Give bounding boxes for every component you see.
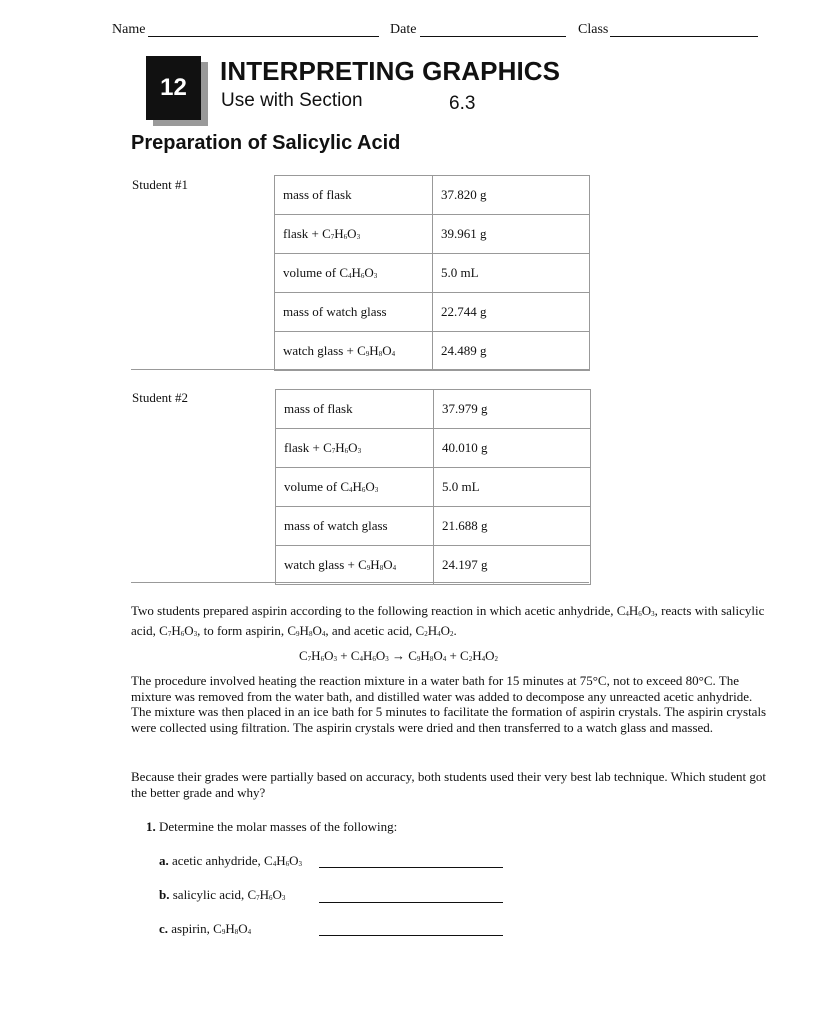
worksheet-subtitle: Use with Section (221, 90, 363, 111)
text-run: H (370, 557, 380, 572)
subscript: 2 (450, 629, 454, 638)
measurement-value: 24.489 g (433, 332, 590, 371)
chapter-badge (146, 56, 201, 120)
subscript: 6 (361, 486, 366, 494)
subscript: 3 (374, 486, 379, 494)
measurement-label (275, 215, 433, 254)
subscript: 4 (625, 610, 629, 618)
text-run: H (259, 887, 270, 902)
text-run: O (375, 648, 386, 663)
text-run: watch glass + C (283, 343, 366, 358)
measurement-label (276, 468, 434, 507)
subscript: 4 (392, 564, 397, 572)
subscript: 3 (193, 629, 198, 638)
subscript: 2 (494, 655, 498, 663)
text-run: H (427, 622, 438, 638)
text-run: H (171, 622, 181, 638)
text-run: watch glass + C (284, 557, 367, 572)
subscript: 8 (378, 350, 383, 358)
measurement-label (276, 429, 434, 468)
subscript: 6 (269, 894, 273, 902)
subscript: 8 (234, 928, 239, 936)
text-run: C (299, 648, 308, 663)
text-run: O (382, 343, 392, 358)
student-2-table (275, 389, 591, 585)
question-1c (159, 921, 251, 937)
subscript: 3 (356, 233, 361, 241)
text-run: volume of C (283, 265, 348, 280)
subscript: 9 (221, 928, 226, 936)
student-1-divider (131, 369, 589, 370)
text-run: mass of flask (284, 401, 353, 416)
subscript: 9 (365, 350, 370, 358)
measurement-label (276, 546, 434, 585)
chapter-number: 12 (160, 74, 187, 101)
subscript: 2 (424, 629, 428, 638)
measurement-label (276, 507, 434, 546)
text-run: flask + C (283, 226, 331, 241)
subscript: 3 (333, 655, 337, 663)
student-1-table (274, 175, 590, 371)
subscript: 6 (285, 860, 290, 868)
measurement-value: 22.744 g (433, 293, 590, 332)
text-run: flask + C (284, 440, 332, 455)
answer-line-1b[interactable] (319, 902, 503, 903)
name-field[interactable] (148, 36, 379, 37)
text-run: mass of watch glass (284, 518, 388, 533)
text-run: H (362, 648, 373, 663)
answer-line-1a[interactable] (319, 867, 503, 868)
student-1-label: Student #1 (132, 177, 188, 192)
subscript: 9 (296, 629, 300, 638)
table-row (275, 332, 590, 371)
text-run: O (347, 226, 357, 241)
measurement-label (275, 293, 433, 332)
student-2-divider (131, 582, 589, 583)
subscript: 3 (385, 655, 389, 663)
subscript: 7 (167, 629, 172, 638)
text-run: O (485, 648, 495, 663)
subscript: 6 (343, 233, 348, 241)
text-run: H (311, 648, 321, 663)
text-run: H (369, 343, 379, 358)
text-run: volume of C (284, 479, 349, 494)
subscript: 9 (416, 655, 421, 663)
subscript: 4 (359, 655, 363, 663)
text-run: H (335, 440, 345, 455)
question-1a-letter: a. (159, 853, 169, 868)
text-run: O (312, 622, 322, 638)
table-row (275, 293, 590, 332)
table-row (276, 468, 591, 507)
text-run: O (433, 648, 443, 663)
question-1b-letter: b. (159, 887, 170, 902)
text-run: O (289, 853, 299, 868)
text-run: O (348, 440, 358, 455)
class-label: Class (578, 22, 609, 37)
text-run: O (365, 479, 375, 494)
text-run: → C (388, 648, 417, 663)
subscript: 6 (372, 655, 376, 663)
measurement-label (275, 176, 433, 215)
measurement-value: 5.0 mL (434, 468, 591, 507)
text-run: H (225, 921, 235, 936)
table-row (275, 215, 590, 254)
text-run: H (351, 265, 361, 280)
measurement-value: 39.961 g (433, 215, 590, 254)
table-row (276, 507, 591, 546)
date-label: Date (390, 22, 417, 37)
subscript: 4 (348, 272, 352, 280)
text-run: O (641, 603, 652, 618)
subscript: 3 (373, 272, 378, 280)
text-run: O (383, 557, 393, 572)
measurement-value: 21.688 g (434, 507, 591, 546)
table-row (276, 429, 591, 468)
subscript: 4 (442, 655, 447, 663)
measurement-value: 40.010 g (434, 429, 591, 468)
table-row (275, 254, 590, 293)
subscript: 3 (357, 447, 362, 455)
subscript: 7 (307, 655, 312, 663)
question-intro: Because their grades were partially based on accuracy, both students used their very best lab technique. Which student got the better grade and why? (131, 769, 766, 800)
measurement-label (276, 390, 434, 429)
text-run: H (352, 479, 362, 494)
section-number: 6.3 (449, 93, 476, 114)
intro-paragraph (131, 603, 771, 642)
subscript: 2 (468, 655, 473, 663)
subscript: 4 (481, 655, 486, 663)
text-run: aspirin, C (171, 921, 222, 936)
subscript: 3 (298, 860, 302, 868)
question-1a (159, 853, 302, 869)
measurement-value: 37.979 g (434, 390, 591, 429)
measurement-label (275, 332, 433, 371)
question-1b (159, 887, 285, 903)
measurement-value: 24.197 g (434, 546, 591, 585)
text-run: O (238, 921, 248, 936)
text-run: H (472, 648, 482, 663)
subscript: 7 (330, 233, 335, 241)
measurement-label (275, 254, 433, 293)
text-run: O (364, 265, 374, 280)
text-run: + C (446, 648, 469, 663)
text-run: O (184, 622, 194, 638)
subscript: 4 (321, 629, 326, 638)
text-run: H (334, 226, 344, 241)
question-1 (146, 819, 397, 835)
measurement-value: 5.0 mL (433, 254, 590, 293)
subscript: 6 (180, 629, 185, 638)
text-run: H (276, 853, 286, 868)
date-field[interactable] (420, 36, 566, 37)
question-1a-label (172, 853, 302, 868)
subscript: 8 (429, 655, 434, 663)
subscript: 4 (272, 860, 277, 868)
subscript: 6 (360, 272, 365, 280)
table-row (276, 546, 591, 585)
subscript: 6 (320, 655, 325, 663)
subscript: 4 (247, 928, 252, 936)
name-label: Name (112, 22, 146, 37)
subscript: 3 (651, 610, 655, 618)
text-run: . (453, 622, 457, 638)
text-run: , to form aspirin, C (197, 622, 297, 638)
subscript: 4 (391, 350, 396, 358)
text-run: O (272, 887, 282, 902)
text-run: + C (336, 648, 360, 663)
table-row (275, 176, 590, 215)
text-run: mass of watch glass (283, 304, 387, 319)
text-run: H (299, 622, 309, 638)
subscript: 3 (281, 894, 286, 902)
text-run: salicylic acid, C (172, 887, 257, 902)
subscript: 8 (379, 564, 384, 572)
measurement-value: 37.820 g (433, 176, 590, 215)
text-run: , reacts with salicylic acid, C (131, 603, 765, 638)
student-2-label: Student #2 (132, 390, 188, 405)
subscript: 7 (256, 894, 260, 902)
subscript: 6 (638, 610, 642, 618)
reaction-equation (299, 648, 498, 664)
subscript: 8 (308, 629, 313, 638)
page-heading: Preparation of Salicylic Acid (131, 132, 401, 154)
subscript: 6 (344, 447, 349, 455)
subscript: 7 (331, 447, 336, 455)
text-run: , and acetic acid, C (325, 622, 425, 638)
subscript: 9 (366, 564, 371, 572)
text-run: H (420, 648, 430, 663)
subscript: 4 (437, 629, 441, 638)
question-1-text: Determine the molar masses of the following: (159, 819, 398, 834)
table-row (276, 390, 591, 429)
text-run: Two students prepared aspirin according to the following reaction in which acetic anhydride, C (131, 603, 626, 618)
question-1b-label (173, 887, 286, 902)
answer-line-1c[interactable] (319, 935, 503, 936)
procedure-paragraph: The procedure involved heating the reaction mixture in a water bath for 15 minutes at 75°C, not to exceed 80°C. The mixture was removed from the water bath, and distilled water was added to decompose any unreacted acetic anhydride. The mixture was then placed in an ice bath for 5 minutes to facilitate the formation of aspirin crystals. The aspirin crystals were collected using filtration. The aspirin crystals were dried and then transferred to a watch glass and massed. (131, 673, 767, 735)
subscript: 4 (349, 486, 353, 494)
question-1c-letter: c. (159, 921, 169, 936)
worksheet-title: INTERPRETING GRAPHICS (220, 56, 561, 86)
text-run: acetic anhydride, C (172, 853, 273, 868)
text-run: O (324, 648, 334, 663)
question-1-number: 1. (146, 819, 156, 834)
text-run: mass of flask (283, 187, 352, 202)
question-1c-label (171, 921, 251, 936)
text-run: O (440, 622, 451, 638)
class-field[interactable] (610, 36, 758, 37)
text-run: H (628, 603, 639, 618)
